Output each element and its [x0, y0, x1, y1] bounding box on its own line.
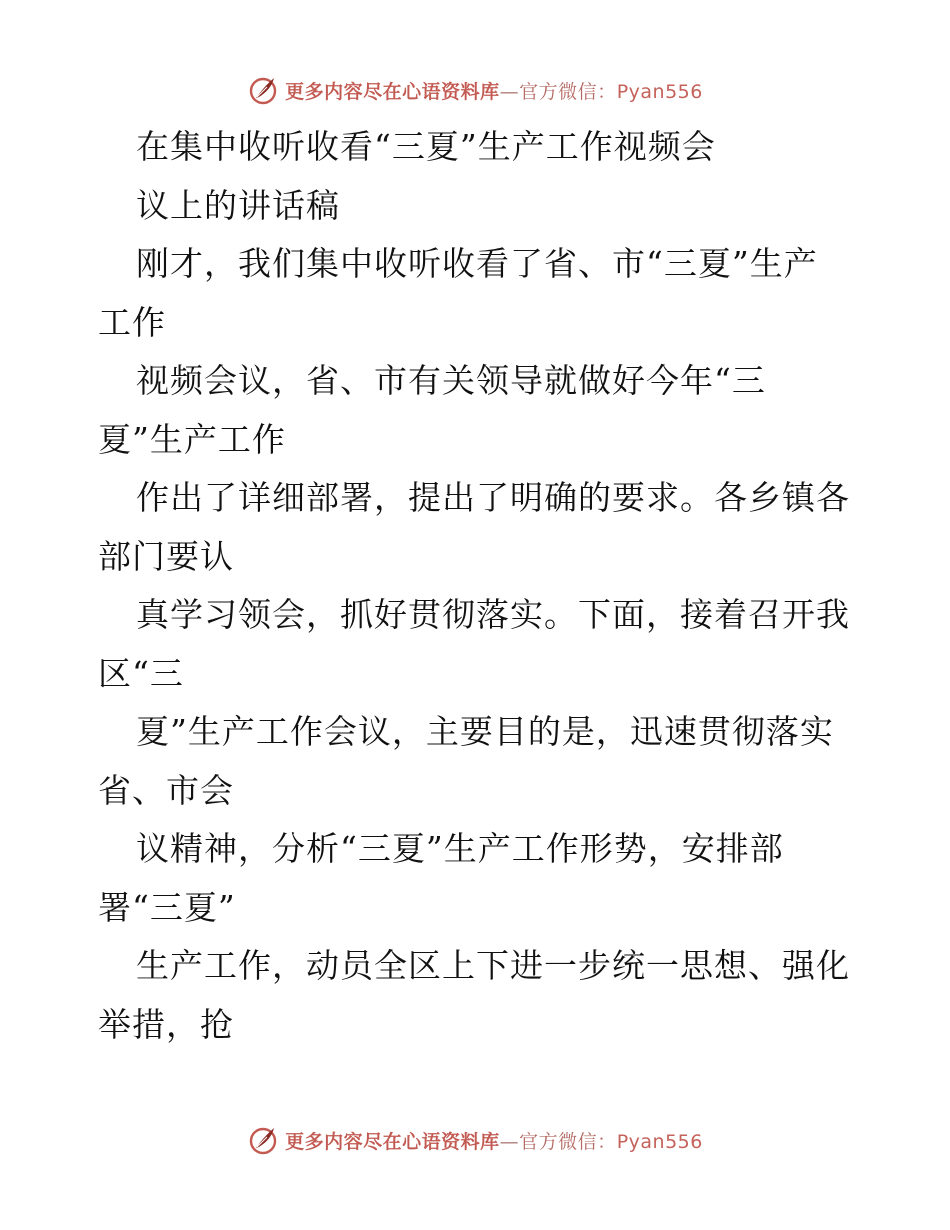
text-line: 视频会议，省、市有关领导就做好今年“三	[136, 361, 766, 400]
library-text: 更多内容尽在心语资料库	[285, 1130, 500, 1153]
wechat-label: 官方微信：	[519, 1130, 617, 1153]
text-line: 举措，抢	[98, 1004, 234, 1044]
watermark-text	[285, 77, 703, 104]
text-line: 议精神，分析“三夏”生产工作形势，安排部	[136, 829, 784, 868]
header-watermark	[0, 70, 950, 110]
text-line: 夏”生产工作	[98, 419, 286, 459]
separator: —	[499, 1130, 520, 1153]
library-text: 更多内容尽在心语资料库	[285, 80, 500, 103]
text-line: 真学习领会，抓好贯彻落实。下面，接着召开我	[136, 595, 850, 634]
text-line: 夏”生产工作会议，主要目的是，迅速贯彻落实	[136, 712, 834, 751]
text-line: 部门要认	[98, 536, 234, 576]
text-line: 在集中收听收看“三夏”生产工作视频会	[136, 127, 716, 166]
text-line: 生产工作，动员全区上下进一步统一思想、强化	[136, 946, 850, 985]
text-line: 作出了详细部署，提出了明确的要求。各乡镇各	[136, 478, 850, 517]
text-line: 工作	[98, 302, 166, 342]
wechat-label: 官方微信：	[519, 80, 617, 103]
wechat-account: Pyan556	[616, 80, 703, 103]
quill-logo-icon	[247, 1124, 279, 1156]
text-line: 议上的讲话稿	[136, 185, 340, 225]
footer-watermark	[0, 1120, 950, 1160]
text-line: 区“三	[98, 653, 184, 693]
separator: —	[499, 80, 520, 103]
quill-logo-icon	[247, 74, 279, 106]
wechat-account: Pyan556	[616, 1130, 703, 1153]
text-line: 刚才，我们集中收听收看了省、市“三夏”生产	[136, 244, 818, 283]
document-body	[98, 118, 858, 1054]
text-line: 署“三夏”	[98, 887, 236, 927]
watermark-text	[285, 1127, 703, 1154]
text-line: 省、市会	[98, 770, 234, 810]
